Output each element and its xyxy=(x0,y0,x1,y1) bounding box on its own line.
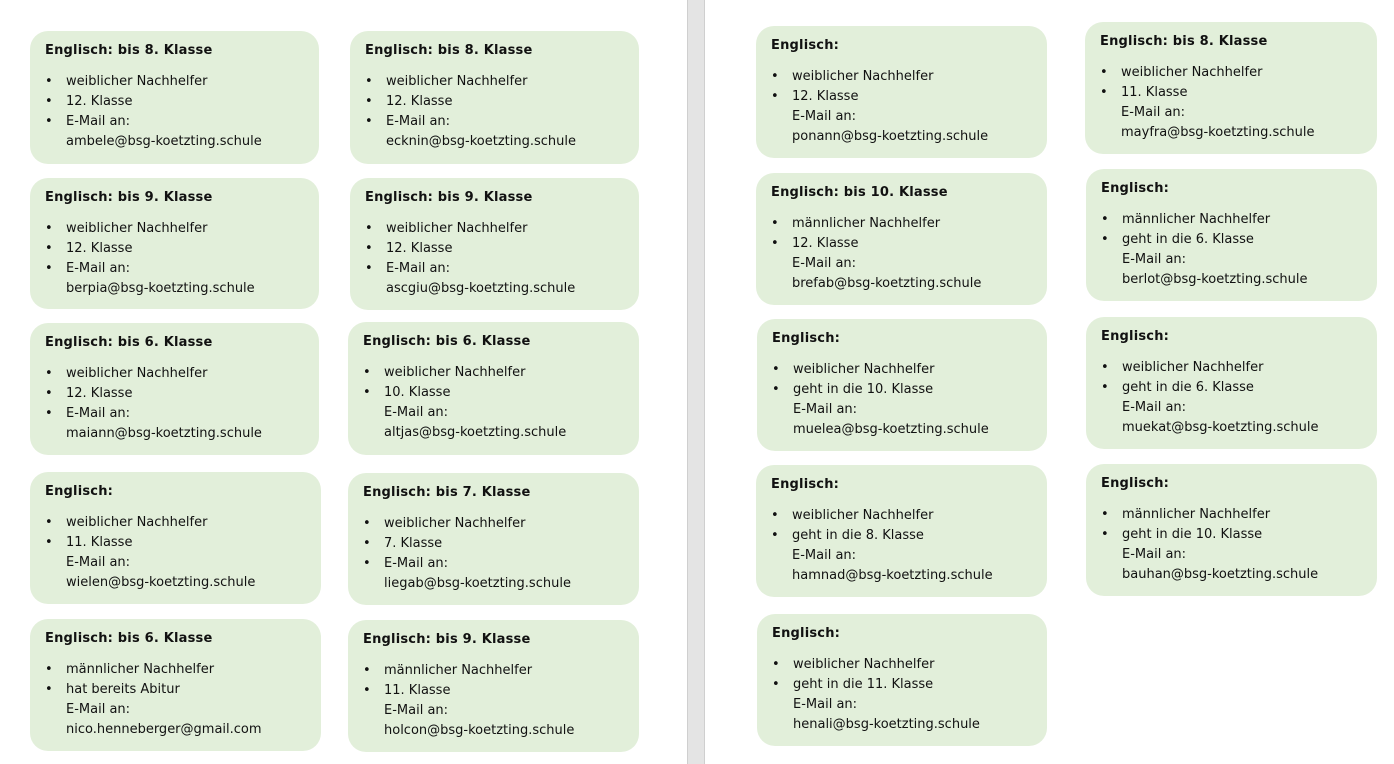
tutor-grade: • 11. Klasse xyxy=(363,681,625,701)
email-address: muekat@bsg-koetzting.schule xyxy=(1122,420,1319,435)
card-heading: Englisch: xyxy=(45,484,114,499)
tutor-gender: • weiblicher Nachhelfer xyxy=(772,360,1033,380)
tutor-card xyxy=(756,26,1047,158)
card-heading: Englisch: xyxy=(771,477,840,492)
email-address: berlot@bsg-koetzting.schule xyxy=(1122,272,1308,287)
email-address: henali@bsg-koetzting.schule xyxy=(793,717,980,732)
card-heading: Englisch: bis 6. Klasse xyxy=(363,334,531,349)
tutor-card xyxy=(1086,317,1377,449)
email-address: wielen@bsg-koetzting.schule xyxy=(66,575,256,590)
tutor-gender: • weiblicher Nachhelfer xyxy=(365,219,625,239)
tutor-grade: • 12. Klasse xyxy=(365,239,625,259)
email-label: E-Mail an: xyxy=(66,555,131,570)
tutor-card xyxy=(348,322,639,455)
card-details xyxy=(1101,210,1363,270)
card-details xyxy=(772,360,1033,420)
email-label: E-Mail an: xyxy=(792,256,857,271)
card-heading: Englisch: xyxy=(1101,329,1170,344)
tutor-gender: • weiblicher Nachhelfer xyxy=(1101,358,1363,378)
tutor-card xyxy=(757,319,1047,451)
tutor-grade: • 7. Klasse xyxy=(363,534,625,554)
card-details xyxy=(45,72,305,132)
email-address: nico.henneberger@gmail.com xyxy=(66,722,262,737)
email-label: • E-Mail an: xyxy=(45,404,305,424)
email-label: • E-Mail an: xyxy=(45,259,305,279)
tutor-card xyxy=(350,178,639,310)
email-address: ponann@bsg-koetzting.schule xyxy=(792,129,989,144)
card-heading: Englisch: bis 7. Klasse xyxy=(363,485,531,500)
email-label: E-Mail an: xyxy=(384,703,449,718)
tutor-card xyxy=(30,178,319,309)
card-details xyxy=(1100,63,1363,123)
card-heading: Englisch: bis 8. Klasse xyxy=(45,43,213,58)
tutor-grade: • geht in die 6. Klasse xyxy=(1101,378,1363,398)
tutor-grade: • geht in die 10. Klasse xyxy=(772,380,1033,400)
tutor-grade: • 12. Klasse xyxy=(45,92,305,112)
card-details xyxy=(363,514,625,574)
card-heading: Englisch: xyxy=(1101,181,1170,196)
card-details xyxy=(363,363,625,423)
email-label: E-Mail an: xyxy=(792,548,857,563)
card-heading: Englisch: bis 8. Klasse xyxy=(1100,34,1268,49)
email-label: E-Mail an: xyxy=(1122,252,1187,267)
tutor-card xyxy=(350,31,639,164)
email-label: • E-Mail an: xyxy=(45,112,305,132)
tutor-card xyxy=(30,472,321,604)
tutor-gender: • weiblicher Nachhelfer xyxy=(363,514,625,534)
tutor-card xyxy=(1086,169,1377,301)
card-details xyxy=(45,364,305,424)
email-address: ambele@bsg-koetzting.schule xyxy=(66,134,262,149)
email-address: maiann@bsg-koetzting.schule xyxy=(66,426,262,441)
tutor-grade: • 12. Klasse xyxy=(771,234,1033,254)
email-label: E-Mail an: xyxy=(793,402,858,417)
tutor-card xyxy=(1085,22,1377,154)
email-label: E-Mail an: xyxy=(384,405,449,420)
tutor-gender: • weiblicher Nachhelfer xyxy=(45,219,305,239)
tutor-grade: • 11. Klasse xyxy=(1100,83,1363,103)
tutor-grade: • 12. Klasse xyxy=(771,87,1033,107)
tutor-card xyxy=(348,620,639,752)
card-details xyxy=(363,661,625,721)
email-address: ascgiu@bsg-koetzting.schule xyxy=(386,281,576,296)
card-heading: Englisch: bis 9. Klasse xyxy=(45,190,213,205)
tutor-gender: • weiblicher Nachhelfer xyxy=(45,513,307,533)
email-address: liegab@bsg-koetzting.schule xyxy=(384,576,571,591)
tutor-grade: • geht in die 8. Klasse xyxy=(771,526,1033,546)
tutor-gender: • männlicher Nachhelfer xyxy=(1101,505,1363,525)
card-heading: Englisch: xyxy=(771,38,840,53)
tutor-gender: • weiblicher Nachhelfer xyxy=(365,72,625,92)
tutor-card xyxy=(348,473,639,605)
card-details xyxy=(45,660,307,720)
tutor-card xyxy=(756,173,1047,305)
email-label: • E-Mail an: xyxy=(365,259,625,279)
email-label: E-Mail an: xyxy=(1121,105,1186,120)
tutor-card xyxy=(30,31,319,164)
tutor-gender: • weiblicher Nachhelfer xyxy=(363,363,625,383)
tutor-card xyxy=(757,614,1047,746)
email-label: E-Mail an: xyxy=(1122,400,1187,415)
email-address: berpia@bsg-koetzting.schule xyxy=(66,281,255,296)
card-details xyxy=(772,655,1033,715)
card-details xyxy=(365,72,625,132)
card-details xyxy=(771,214,1033,274)
email-address: mayfra@bsg-koetzting.schule xyxy=(1121,125,1315,140)
tutor-grade: • geht in die 10. Klasse xyxy=(1101,525,1363,545)
tutor-gender: • weiblicher Nachhelfer xyxy=(45,364,305,384)
tutor-gender: • weiblicher Nachhelfer xyxy=(1100,63,1363,83)
card-heading: Englisch: bis 6. Klasse xyxy=(45,335,213,350)
card-details xyxy=(771,506,1033,566)
card-details xyxy=(45,513,307,573)
email-label: E-Mail an: xyxy=(1122,547,1187,562)
email-address: altjas@bsg-koetzting.schule xyxy=(384,425,567,440)
tutor-card xyxy=(756,465,1047,597)
email-address: bauhan@bsg-koetzting.schule xyxy=(1122,567,1319,582)
page-gutter xyxy=(687,0,705,764)
tutor-grade: • geht in die 11. Klasse xyxy=(772,675,1033,695)
tutor-grade: • 12. Klasse xyxy=(45,384,305,404)
email-label: E-Mail an: xyxy=(792,109,857,124)
card-details xyxy=(1101,358,1363,418)
card-heading: Englisch: bis 8. Klasse xyxy=(365,43,533,58)
tutor-gender: • weiblicher Nachhelfer xyxy=(771,506,1033,526)
email-label: E-Mail an: xyxy=(66,702,131,717)
tutor-grade: • 12. Klasse xyxy=(365,92,625,112)
card-heading: Englisch: bis 10. Klasse xyxy=(771,185,948,200)
card-heading: Englisch: xyxy=(772,626,841,641)
tutor-gender: • weiblicher Nachhelfer xyxy=(772,655,1033,675)
email-label: E-Mail an: xyxy=(793,697,858,712)
tutor-card xyxy=(30,619,321,751)
tutor-gender: • männlicher Nachhelfer xyxy=(45,660,307,680)
card-heading: Englisch: bis 6. Klasse xyxy=(45,631,213,646)
email-address: brefab@bsg-koetzting.schule xyxy=(792,276,982,291)
tutor-grade: • 12. Klasse xyxy=(45,239,305,259)
tutor-gender: • männlicher Nachhelfer xyxy=(771,214,1033,234)
tutor-card xyxy=(30,323,319,455)
tutor-grade: • 10. Klasse xyxy=(363,383,625,403)
tutor-gender: • männlicher Nachhelfer xyxy=(1101,210,1363,230)
email-address: hamnad@bsg-koetzting.schule xyxy=(792,568,993,583)
email-address: muelea@bsg-koetzting.schule xyxy=(793,422,989,437)
card-details xyxy=(771,67,1033,127)
tutor-grade: • hat bereits Abitur xyxy=(45,680,307,700)
card-details xyxy=(365,219,625,279)
tutor-grade: • geht in die 6. Klasse xyxy=(1101,230,1363,250)
tutor-gender: • weiblicher Nachhelfer xyxy=(771,67,1033,87)
tutor-gender: • männlicher Nachhelfer xyxy=(363,661,625,681)
card-details xyxy=(45,219,305,279)
card-heading: Englisch: xyxy=(1101,476,1170,491)
email-address: ecknin@bsg-koetzting.schule xyxy=(386,134,577,149)
tutor-grade: • 11. Klasse xyxy=(45,533,307,553)
tutor-card xyxy=(1086,464,1377,596)
email-address: holcon@bsg-koetzting.schule xyxy=(384,723,575,738)
card-heading: Englisch: bis 9. Klasse xyxy=(365,190,533,205)
card-heading: Englisch: bis 9. Klasse xyxy=(363,632,531,647)
card-details xyxy=(1101,505,1363,565)
email-label: • E-Mail an: xyxy=(363,554,625,574)
tutor-gender: • weiblicher Nachhelfer xyxy=(45,72,305,92)
email-label: • E-Mail an: xyxy=(365,112,625,132)
card-heading: Englisch: xyxy=(772,331,841,346)
